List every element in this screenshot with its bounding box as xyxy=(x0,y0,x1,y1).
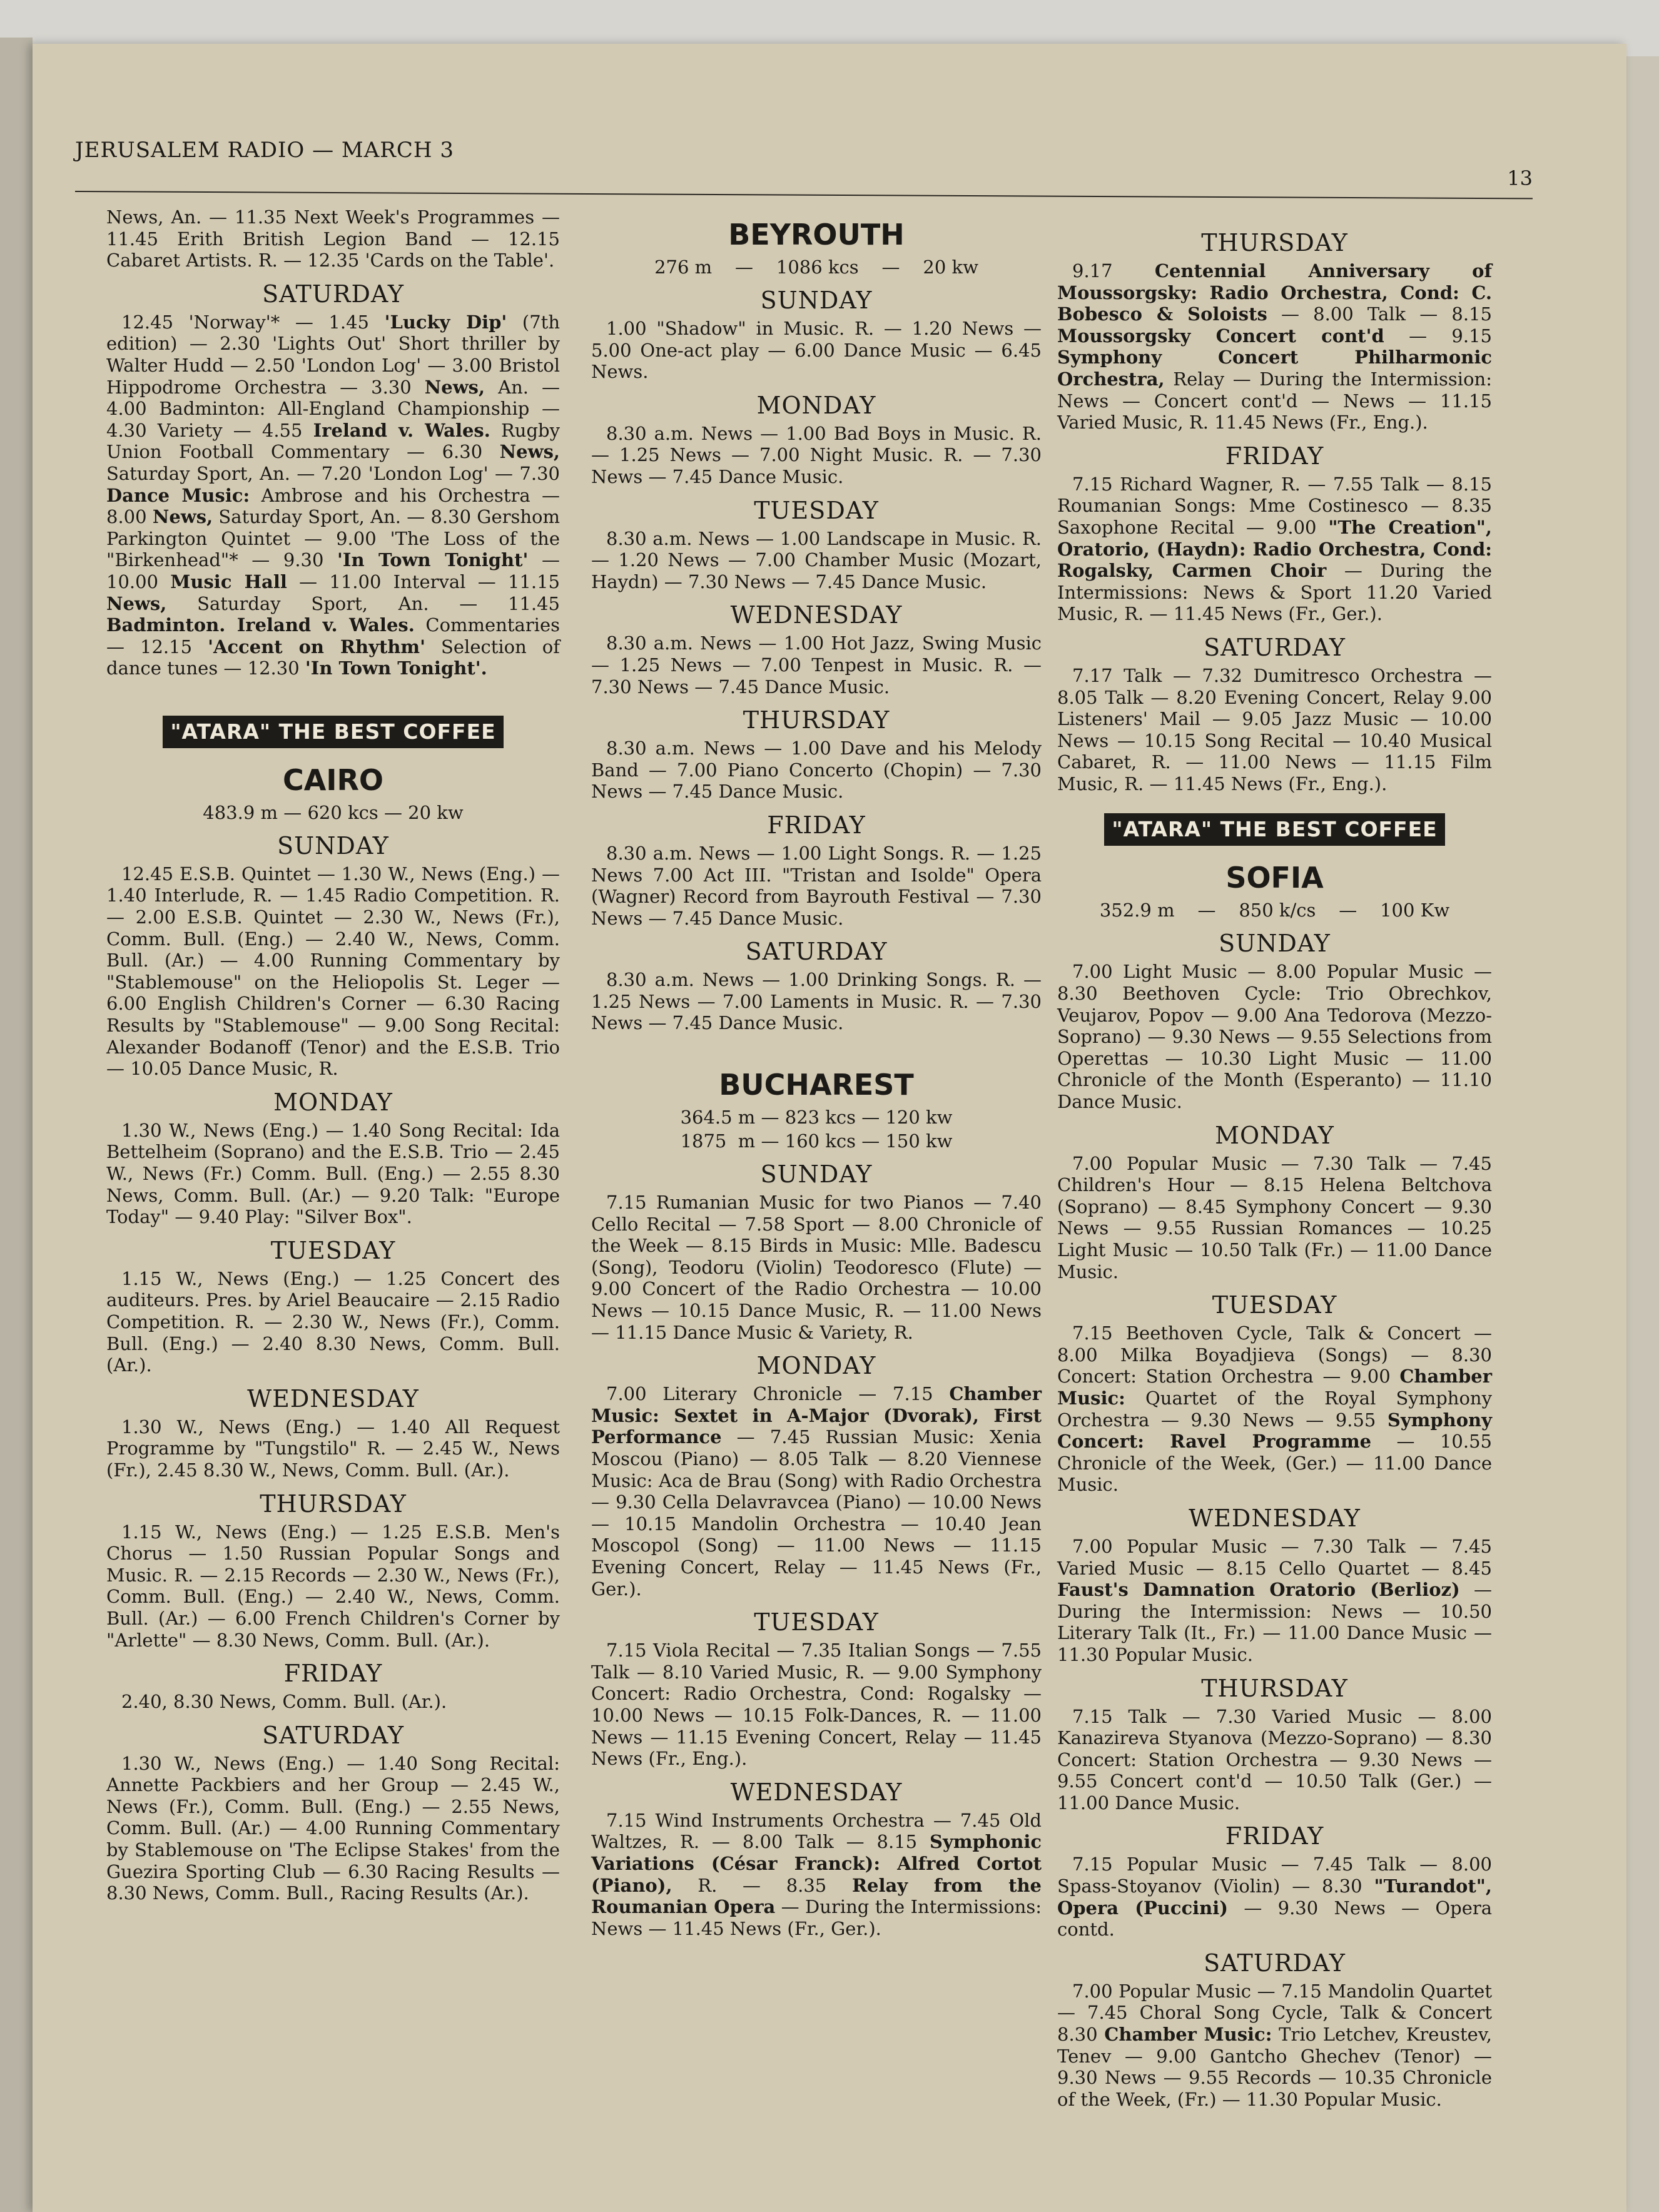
day-programme: 8.30 a.m. News — 1.00 Bad Boys in Music. R. — 1.25 News — 7.00 Night Music. R. — 7.30 News — 7.45 Dance Music. xyxy=(591,422,1042,487)
station-heading-beyrouth: BEYROUTH xyxy=(728,218,905,251)
day-heading: WEDNESDAY xyxy=(730,1778,903,1806)
day-programme: 7.15 Popular Music — 7.45 Talk — 8.00 Spass-Stoyanov (Violin) — 8.30 "Turandot", Opera (Puccini) — 9.30 News — Opera contd. xyxy=(1057,1854,1493,1941)
day-heading: TUESDAY xyxy=(1212,1291,1337,1319)
day-programme: 2.40, 8.30 News, Comm. Bull. (Ar.). xyxy=(121,1691,447,1713)
binding-edge xyxy=(0,38,33,2212)
day-programme: 1.15 W., News (Eng.) — 1.25 Concert des auditeurs. Pres. by Ariel Beaucaire — 2.15 Radio Competition. R. — 2.30 W., News (Fr.), Comm. Bull. (Eng.) — 2.40 8.30 News, Comm. Bull. (Ar.). xyxy=(106,1267,560,1376)
page-header xyxy=(75,88,1533,200)
day-heading: WEDNESDAY xyxy=(730,601,903,629)
day-programme: 7.00 Popular Music — 7.30 Talk — 7.45 Children's Hour — 8.15 Helena Beltchova (Soprano) — 8.45 Symphony Concert — 9.30 News — 9.55 Russian Romances — 10.25 Light Music — 10.50 Talk (Fr.) — 11.00 Dance Music. xyxy=(1057,1152,1492,1282)
column-1 xyxy=(106,206,560,1904)
day-heading: WEDNESDAY xyxy=(247,1384,419,1413)
station-heading-bucharest: BUCHAREST xyxy=(719,1068,914,1102)
day-programme: 8.30 a.m. News — 1.00 Drinking Songs. R. — 1.25 News — 7.00 Laments in Music. R. — 7.30 News — 7.45 Dance Music. xyxy=(591,969,1042,1034)
day-programme: 1.30 W., News (Eng.) — 1.40 Song Recital: Annette Packbiers and her Group — 2.45 W., News (Fr.), Comm. Bull. (Eng.) — 2.55 News, Comm. Bull. (Ar.) — 4.00 Running Commentary by Stablemouse on 'The Eclipse Stakes' from the Guezira Sporting Club — 6.30 Racing Results — 8.30 News, Comm. Bull., Racing Results (Ar.). xyxy=(106,1752,560,1904)
day-programme: 12.45 E.S.B. Quintet — 1.30 W., News (Eng.) — 1.40 Interlude, R. — 1.45 Radio Competition. R. — 2.00 E.S.B. Quintet — 2.30 W., News (Fr.), Comm. Bull. (Eng.) — 2.40 W., News, Comm. Bull. (Ar.) — 4.00 Running Commentary by "Stablemouse" on the Heliopolis St. Leger — 6.00 English Children's Corner — 6.30 Racing Results by "Stablemouse" — 9.00 Song Recital: Alexander Bodanoff (Tenor) and the E.S.B. Trio — 10.05 Dance Music, R. xyxy=(106,863,560,1080)
day-programme: 7.15 Beethoven Cycle, Talk & Concert — 8.00 Milka Boyadjieva (Songs) — 8.30 Concert: Station Orchestra — 9.00 Chamber Music: Quartet of the Royal Symphony Orchestra — 9.30 News — 9.55 Symphony Concert: Ravel Programme — 10.55 Chronicle of the Week, (Ger.) — 11.00 Dance Music. xyxy=(1057,1322,1492,1496)
day-programme: 1.30 W., News (Eng.) — 1.40 All Request Programme by "Tungstilo" R. — 2.45 W., News (Fr.), 2.45 8.30 W., News, Comm. Bull. (Ar.). xyxy=(106,1416,560,1481)
day-heading: SUNDAY xyxy=(1219,930,1331,958)
day-heading: WEDNESDAY xyxy=(1189,1504,1361,1532)
day-programme: 7.15 Talk — 7.30 Varied Music — 8.00 Kanazireva Styanova (Mezzo-Soprano) — 8.30 Concert: Station Orchestra — 9.30 News — 9.55 Concert cont'd — 10.50 Talk (Ger.) — 11.00 Dance Music. xyxy=(1057,1705,1492,1814)
day-programme: 7.00 Literary Chronicle — 7.15 Chamber Music: Sextet in A-Major (Dvorak), First Performance — 7.45 Russian Music: Xenia Moscou (Piano) — 8.05 Talk — 8.20 Viennese Music: Aca de Brau (Song) with Radio Orchestra — 9.30 Cella Delavravcea (Piano) — 10.00 News — 10.15 Mandolin Orchestra — 10.40 Jean Moscopol (Song) — 11.00 News — 11.15 Evening Concert, Relay — 11.45 News (Fr., Ger.). xyxy=(591,1383,1042,1600)
day-heading: FRIDAY xyxy=(1225,442,1324,470)
atara-coffee-ad: "ATARA" THE BEST COFFEE xyxy=(163,716,503,748)
header-rule xyxy=(75,191,1533,199)
station-frequency: 364.5 m — 823 kcs — 120 kw xyxy=(680,1107,953,1129)
day-programme: 8.30 a.m. News — 1.00 Light Songs. R. — 1.25 News 7.00 Act III. "Tristan and Isolde" Opera (Wagner) Record from Bayrouth Festival — 7.30 News — 7.45 Dance Music. xyxy=(591,842,1042,929)
london-friday-continued: News, An. — 11.35 Next Week's Programmes — 11.45 Erith British Legion Band — 12.15 Cabaret Artists. R. — 12.35 'Cards on the Table'. xyxy=(106,206,560,271)
day-programme: 7.00 Light Music — 8.00 Popular Music — 8.30 Beethoven Cycle: Trio Obrechkov, Veujarov, Popov — 9.00 Ana Tedorova (Mezzo-Soprano) — 9.30 News — 9.55 Selections from Operettas — 10.30 Light Music — 11.00 Chronicle of the Month (Esperanto) — 11.10 Dance Music. xyxy=(1057,961,1492,1113)
day-heading: MONDAY xyxy=(756,391,876,419)
day-heading: THURSDAY xyxy=(743,706,890,734)
day-heading: FRIDAY xyxy=(283,1660,383,1688)
day-heading: MONDAY xyxy=(756,1352,876,1380)
day-programme: 8.30 a.m. News — 1.00 Dave and his Melody Band — 7.00 Piano Concerto (Chopin) — 7.30 News — 7.45 Dance Music. xyxy=(591,738,1042,803)
day-heading: SUNDAY xyxy=(277,831,389,860)
day-heading: MONDAY xyxy=(1215,1121,1334,1149)
day-programme: 7.17 Talk — 7.32 Dumitresco Orchestra — 8.05 Talk — 8.20 Evening Concert, Relay 9.00 Listeners' Mail — 9.05 Jazz Music — 10.00 News — 10.15 Song Recital — 10.40 Musical Cabaret, R. — 11.00 News — 11.15 Film Music, R. — 11.45 News (Fr., Eng.). xyxy=(1057,664,1492,794)
station-frequency: 276 m — 1086 kcs — 20 kw xyxy=(654,256,978,278)
advertisement xyxy=(1057,813,1492,846)
day-heading: SATURDAY xyxy=(1204,1949,1346,1977)
day-programme: 7.15 Rumanian Music for two Pianos — 7.40 Cello Recital — 7.58 Sport — 8.00 Chronicle of the Week — 8.15 Birds in Music: Mlle. Badescu (Song), Teodoru (Violin) Teodoresco (Flute) — 9.00 Concert of the Radio Orchestra — 10.00 News — 10.15 Dance Music, R. — 11.00 News — 11.15 Dance Music & Variety, R. xyxy=(591,1192,1042,1343)
day-programme: 7.15 Viola Recital — 7.35 Italian Songs — 7.55 Talk — 8.10 Varied Music, R. — 9.00 Symphony Concert: Radio Orchestra, Cond: Rogalsky — 10.00 News — 10.15 Folk-Dances, R. — 11.00 News — 11.15 Evening Concert, Relay — 11.45 News (Fr., Eng.). xyxy=(591,1640,1042,1770)
day-heading: SATURDAY xyxy=(745,938,888,966)
station-frequency: 1875 m — 160 kcs — 150 kw xyxy=(680,1130,953,1152)
day-programme: 7.15 Richard Wagner, R. — 7.55 Talk — 8.15 Roumanian Songs: Mme Costinesco — 8.35 Saxophone Recital — 9.00 "The Creation", Oratorio, (Haydn): Radio Orchestra, Cond: Rogalsky, Carmen Choir — During the Intermissions: News & Sport 11.20 Varied Music, R. — 11.45 News (Fr., Ger.). xyxy=(1057,473,1493,625)
day-programme: 7.00 Popular Music — 7.15 Mandolin Quartet — 7.45 Choral Song Cycle, Talk & Concert 8.30 Chamber Music: Trio Letchev, Kreustev, Tenev — 9.00 Gantcho Ghechev (Tenor) — 9.30 News — 9.55 Records — 10.35 Chronicle of the Week, (Fr.) — 11.30 Popular Music. xyxy=(1057,1980,1492,2110)
day-heading: SUNDAY xyxy=(760,1160,873,1189)
day-heading: TUESDAY xyxy=(754,1608,879,1636)
day-heading: MONDAY xyxy=(273,1088,393,1116)
day-heading: SATURDAY xyxy=(262,1721,404,1749)
day-programme: 1.00 "Shadow" in Music. R. — 1.20 News — 5.00 One-act play — 6.00 Dance Music — 6.45 News. xyxy=(591,318,1042,383)
day-heading: TUESDAY xyxy=(754,496,879,524)
day-programme: 8.30 a.m. News — 1.00 Hot Jazz, Swing Music — 1.25 News — 7.00 Tenpest in Music. R. — 7.30 News — 7.45 Dance Music. xyxy=(591,632,1042,698)
atara-coffee-ad: "ATARA" THE BEST COFFEE xyxy=(1104,813,1444,846)
day-heading: FRIDAY xyxy=(767,811,866,839)
station-heading-sofia: SOFIA xyxy=(1225,861,1324,895)
day-programme: 1.30 W., News (Eng.) — 1.40 Song Recital: Ida Bettelheim (Soprano) and the E.S.B. Trio — 2.45 W., News (Fr.) Comm. Bull. (Eng.) — 2.55 8.30 News, Comm. Bull. (Ar.) — 9.20 Talk: "Europe Today" — 9.40 Play: "Silver Box". xyxy=(106,1119,560,1228)
column-2 xyxy=(591,206,1042,1939)
column-3 xyxy=(1057,206,1492,2110)
station-frequency: 483.9 m — 620 kcs — 20 kw xyxy=(203,801,464,823)
station-frequency: 352.9 m — 850 k/cs — 100 Kw xyxy=(1099,900,1450,921)
day-heading: SATURDAY xyxy=(262,280,404,308)
section-gap xyxy=(591,1034,1042,1053)
day-heading: TUESDAY xyxy=(270,1236,396,1264)
running-head: JERUSALEM RADIO — MARCH 3 xyxy=(75,138,454,163)
day-programme: 9.17 Centennial Anniversary of Moussorgsky: Radio Orchestra, Cond: C. Bobesco & Soloists — 8.00 Talk — 8.15 Moussorgsky Concert cont'd — 9.15 Symphony Concert Philharmonic Orchestra, Relay — During the Intermission: News — Concert cont'd — News — 11.15 Varied Music, R. 11.45 News (Fr., Eng.). xyxy=(1057,260,1493,434)
day-heading: SATURDAY xyxy=(1204,633,1346,661)
advertisement xyxy=(106,716,560,748)
page-number: 13 xyxy=(1507,166,1533,190)
station-heading-cairo: CAIRO xyxy=(283,763,383,797)
day-heading: THURSDAY xyxy=(260,1489,407,1518)
day-heading: THURSDAY xyxy=(1201,229,1348,256)
day-programme: 8.30 a.m. News — 1.00 Landscape in Music. R. — 1.20 News — 7.00 Chamber Music (Mozart, Haydn) — 7.30 News — 7.45 Dance Music. xyxy=(591,527,1042,592)
day-heading: FRIDAY xyxy=(1225,1822,1324,1850)
day-heading: SUNDAY xyxy=(760,287,873,314)
day-programme: 7.15 Wind Instruments Orchestra — 7.45 Old Waltzes, R. — 8.00 Talk — 8.15 Symphonic Variations (César Franck): Alfred Cortot (Piano), R. — 8.35 Relay from the Roumanian Opera — During the Intermissions: News — 11.45 News (Fr., Ger.). xyxy=(591,1809,1042,1939)
day-programme: 7.00 Popular Music — 7.30 Talk — 7.45 Varied Music — 8.15 Cello Quartet — 8.45 Faust's Damnation Oratorio (Berlioz) — During the Intermission: News — 10.50 Literary Talk (It., Fr.) — 11.00 Dance Music — 11.30 Popular Music. xyxy=(1057,1535,1492,1665)
day-programme: 1.15 W., News (Eng.) — 1.25 E.S.B. Men's Chorus — 1.50 Russian Popular Songs and Music. R. — 2.15 Records — 2.30 W., News (Fr.), Comm. Bull. (Eng.) — 2.40 W., News, Comm. Bull. (Ar.) — 6.00 French Children's Corner by "Arlette" — 8.30 News, Comm. Bull. (Ar.). xyxy=(106,1521,560,1651)
day-heading: THURSDAY xyxy=(1201,1674,1348,1702)
london-saturday-programme: 12.45 'Norway'* — 1.45 'Lucky Dip' (7th edition) — 2.30 'Lights Out' Short thriller by Walter Hudd — 2.50 'London Log' — 3.00 Bristol Hippodrome Orchestra — 3.30 News, An. — 4.00 Badminton: All-England Championship — 4.30 Variety — 4.55 Ireland v. Wales. Rugby Union Football Commentary — 6.30 News, Saturday Sport, An. — 7.20 'London Log' — 7.30 Dance Music: Ambrose and his Orchestra — 8.00 News, Saturday Sport, An. — 8.30 Gershom Parkington Quintet — 9.00 'The Loss of the "Birkenhead"* — 9.30 'In Town Tonight' — 10.00 Music Hall — 11.00 Interval — 11.15 News, Saturday Sport, An. — 11.45 Badminton. Ireland v. Wales. Commentaries — 12.15 'Accent on Rhythm' Selection of dance tunes — 12.30 'In Town Tonight'. xyxy=(106,311,561,679)
